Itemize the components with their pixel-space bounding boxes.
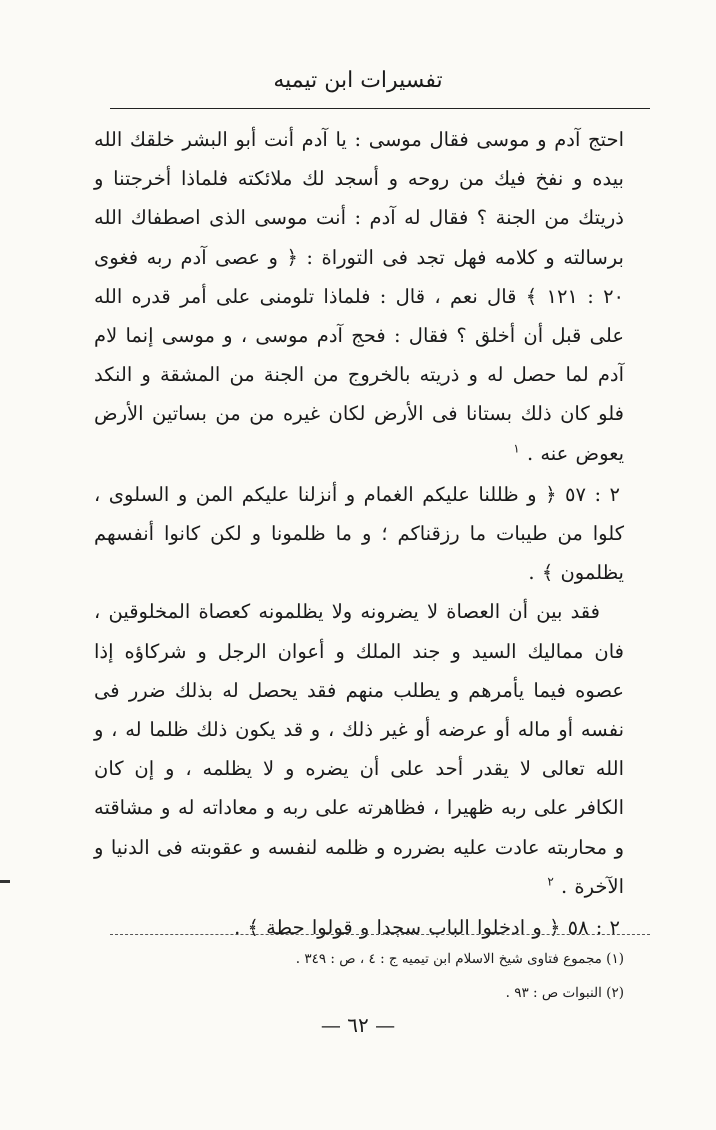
verse-2-57: ٢ : ٥٧ ﴿ و ظللنا عليكم الغمام و أنزلنا عليكم المن و السلوى ، كلوا من طيبات ما رزقناكم ؛ و ما ظلمونا و لكن كانوا أنفسهم يظلمون ﴾ . [94,482,624,585]
footnote-separator [110,934,650,935]
margin-mark [0,880,10,883]
running-header-title: تفسيرات ابن تيميه [273,68,443,93]
footnote-1: (١) مجموع فتاوى شيخ الاسلام ابن تيميه ج : ٤ ، ص : ٣٤٩ . [295,951,624,967]
footnote-marker: ٢ [547,874,554,889]
verse-2-58: ٢ : ٥٨ ﴿ و ادخلوا الباب سجدا و قولوا حطة ﴾ . [234,916,620,940]
header-rule [110,108,650,109]
footnotes [94,942,624,1010]
footnote-2: (٢) النبوات ص : ٩٣ . [505,985,624,1001]
page-number: — ٦٢ — [320,1013,396,1037]
paragraph-adam-musa [94,120,624,473]
footnote-marker: ١ [513,441,520,456]
main-text [94,120,624,947]
paragraph-text: فقد بين أن العصاة لا يضرونه ولا يظلمونه كعصاة المخلوقين ، فان مماليك السيد و جند الملك و أعوان الرجل و شركاؤه إذا عصوه فيما يأمرهم و يطلب منهم فقد يحصل له بذلك ضرر فى نفسه أو ماله أو عرضه أو غير ذلك ، و قد يكون ذلك ظلما له ، و الله تعالى لا يقدر أحد على أن يضره و لا يظلمه ، و إن كان الكافر على ربه ظهيرا ، فظاهرته على ربه و معاداته له و مشاقته و محاربته عادت عليه بضرره و ظلمه لنفسه و عقوبته فى الدنيا و الآخرة . [94,600,624,898]
paragraph-text: احتج آدم و موسى فقال موسى : يا آدم أنت أبو البشر خلقك الله بيده و نفخ فيك من روحه و أسجد لك ملائكته فلماذا أخرجتنا و ذريتك من الجنة ؟ فقال له آدم : أنت موسى الذى اصطفاك الله برسالته و كلامه فهل تجد فى التوراة : ﴿ و عصى آدم ربه فغوى ٢٠ : ١٢١ ﴾ قال نعم ، قال : فلماذا تلومنى على أمر قدره الله على قبل أن أخلق ؟ فقال : فحج آدم موسى ، و موسى إنما لام آدم لما حصل له و ذريته بالخروج من الجنة من المشقة و النكد فلو كان ذلك بستانا فى الأرض لكان غيره من من بساتين الأرض يعوض عنه . [94,128,625,465]
paragraph-disobedience [94,592,624,906]
